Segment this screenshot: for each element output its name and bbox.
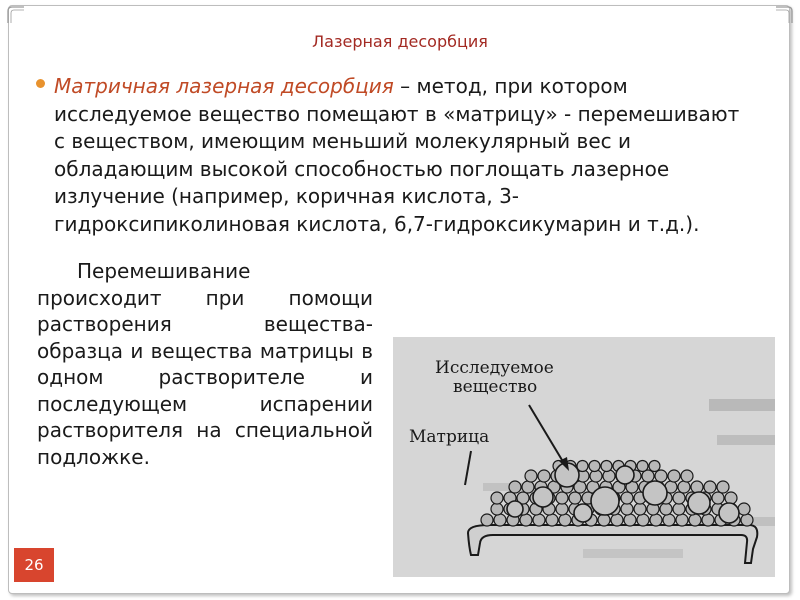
analyte-particle: [616, 466, 634, 484]
matrix-particle: [556, 492, 568, 504]
matrix-particle: [621, 503, 633, 515]
bullet-icon: [36, 79, 45, 88]
matrix-particle: [663, 514, 675, 526]
matrix-particle: [624, 514, 636, 526]
matrix-particle: [681, 470, 693, 482]
matrix-particle: [691, 481, 703, 493]
analyte-particle: [688, 492, 710, 514]
matrix-particle: [738, 503, 750, 515]
matrix-particle: [668, 470, 680, 482]
matrix-particle: [712, 492, 724, 504]
analyte-particle: [533, 487, 553, 507]
matrix-particle: [546, 514, 558, 526]
matrix-particle: [509, 481, 521, 493]
corner-ornament-icon: [774, 5, 794, 25]
matrix-particle: [494, 514, 506, 526]
matrix-particle: [589, 461, 600, 472]
matrix-particle: [655, 470, 667, 482]
matrix-particle: [533, 514, 545, 526]
matrix-particle: [481, 514, 493, 526]
matrix-particle: [559, 514, 571, 526]
matrix-particle: [673, 503, 685, 515]
matrix-particle: [491, 503, 503, 515]
matrix-particle: [650, 514, 662, 526]
matrix-particle: [673, 492, 685, 504]
bullet-item: [36, 73, 746, 238]
analyte-particle: [507, 501, 523, 517]
label-substance-line1: Исследуемое: [435, 358, 554, 378]
matrix-particle: [520, 514, 532, 526]
matrix-particle: [598, 514, 610, 526]
bullet-term: Матричная лазерная десорбция: [54, 74, 394, 98]
matrix-particle: [689, 514, 701, 526]
analyte-particle: [574, 504, 592, 522]
matrix-particle: [569, 492, 581, 504]
matrix-particle: [491, 492, 503, 504]
bullet-text: [54, 73, 746, 238]
matrix-particle: [660, 503, 672, 515]
page-number-badge: 26: [14, 548, 54, 582]
matrix-diagram-drawing: [393, 337, 775, 577]
analyte-particle: [719, 503, 739, 523]
matrix-particle: [611, 514, 623, 526]
matrix-particle: [725, 492, 737, 504]
bullet-body: – метод, при котором исследуемое вещество помещают в «матрицу» - перемешивают с веществом, имеющим меньший молекулярный вес и обладающим высокой способностью поглощать лазерное излучение (например, коричная кислота, 3-гидроксипиколиновая кислота, 6,7-гидроксикумарин и т.д.).: [54, 74, 740, 236]
matrix-particle: [634, 503, 646, 515]
matrix-particle: [525, 470, 537, 482]
matrix-particle: [676, 514, 688, 526]
pointer-substance: [529, 405, 565, 465]
matrix-particle: [649, 461, 660, 472]
matrix-particle: [702, 514, 714, 526]
matrix-particle: [621, 492, 633, 504]
matrix-particle: [637, 514, 649, 526]
matrix-particle: [741, 514, 753, 526]
corner-ornament-icon: [6, 5, 26, 25]
pointer-matrix: [465, 451, 471, 485]
matrix-particle: [717, 481, 729, 493]
matrix-particle: [522, 481, 534, 493]
matrix-diagram: [393, 337, 775, 577]
matrix-particle: [601, 461, 612, 472]
slide-title: Лазерная десорбция: [312, 32, 488, 51]
matrix-particle: [678, 481, 690, 493]
analyte-particle: [643, 481, 667, 505]
label-substance-line2: вещество: [453, 377, 538, 397]
particle-layer: [481, 461, 753, 527]
matrix-particle: [556, 503, 568, 515]
matrix-particle: [637, 461, 648, 472]
matrix-particle: [704, 481, 716, 493]
matrix-particle: [538, 470, 550, 482]
label-matrix: Матрица: [409, 427, 490, 447]
analyte-particle: [591, 487, 619, 515]
mixing-paragraph: Перемешивание происходит при помощи растворения вещества-образца и вещества матрицы в одном растворителе и последующем испарении растворителя на специальной подложке.: [37, 259, 373, 469]
